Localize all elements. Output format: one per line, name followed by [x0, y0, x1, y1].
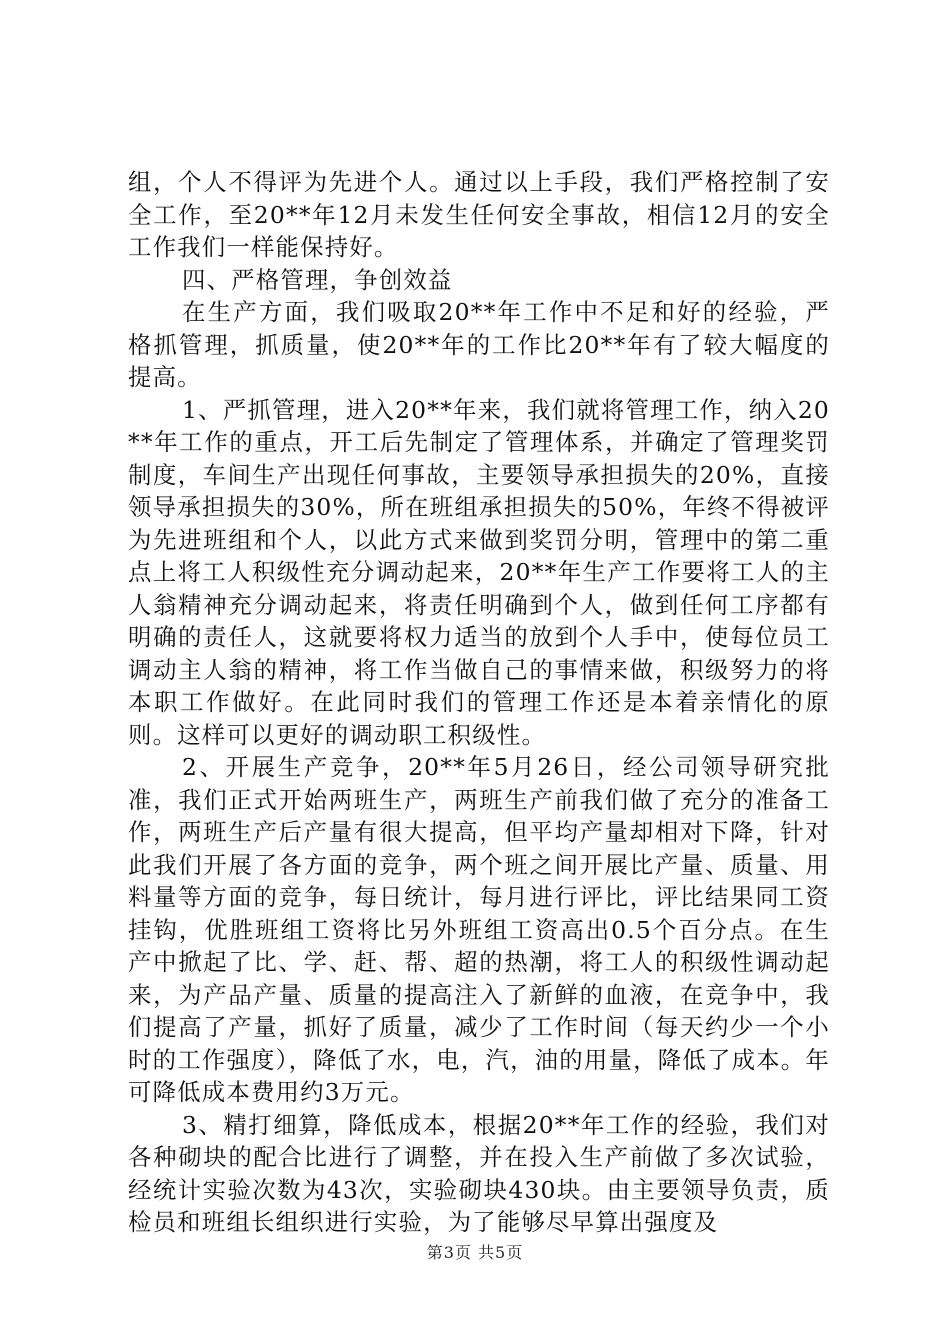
section-heading: 四、严格管理，争创效益: [182, 265, 453, 294]
document-body: [128, 166, 830, 1239]
paragraph-continuation: 组，个人不得评为先进个人。通过以上手段，我们严格控制了安全工作，至20**年12月未发生任何安全事故，相信12月的安全工作我们一样能保持好。: [128, 168, 830, 261]
paragraph-production-intro: 在生产方面，我们吸取20**年工作中不足和好的经验，严格抓管理，抓质量，使20**年的工作比20**年有了较大幅度的提高。: [128, 298, 830, 391]
paragraph-cost-reduction: 3、精打细算，降低成本，根据20**年工作的经验，我们对各种砌块的配合比进行了调整，并在投入生产前做了多次试验，经统计实验次数为43次，实验砌块430块。由主要领导负责，质检员和班组长组织进行实验，为了能够尽早算出强度及: [128, 1110, 830, 1236]
page-number-footer: 第3页 共5页: [426, 1243, 524, 1262]
paragraph-competition: 2、开展生产竞争，20**年5月26日，经公司领导研究批准，我们正式开始两班生产，两班生产前我们做了充分的准备工作，两班生产后产量有很大提高，但平均产量却相对下降，针对此我们开展了各方面的竞争，两个班之间开展比产量、质量、用料量等方面的竞争，每日统计，每月进行评比，评比结果同工资挂钩，优胜班组工资将比另外班组工资高出0.5个百分点。在生产中掀起了比、学、赶、帮、超的热潮，将工人的积级性调动起来，为产品产量、质量的提高注入了新鲜的血液，在竞争中，我们提高了产量，抓好了质量，减少了工作时间（每天约少一个小时的工作强度），降低了水，电，汽，油的用量，降低了成本。年可降低成本费用约3万元。: [128, 753, 830, 1106]
paragraph-management: 1、严抓管理，进入20**年来，我们就将管理工作，纳入20**年工作的重点，开工后先制定了管理体系，并确定了管理奖罚制度，车间生产出现任何事故，主要领导承担损失的20%，直接领导承担损失的30%，所在班组承担损失的50%，年终不得被评为先进班组和个人，以此方式来做到奖罚分明，管理中的第二重点上将工人积级性充分调动起来，20**年生产工作要将工人的主人翁精神充分调动起来，将责任明确到个人，做到任何工序都有明确的责任人，这就要将权力适当的放到个人手中，使每位员工调动主人翁的精神，将工作当做自己的事情来做，积级努力的将本职工作做好。在此同时我们的管理工作还是本着亲情化的原则。这样可以更好的调动职工积级性。: [128, 395, 830, 749]
